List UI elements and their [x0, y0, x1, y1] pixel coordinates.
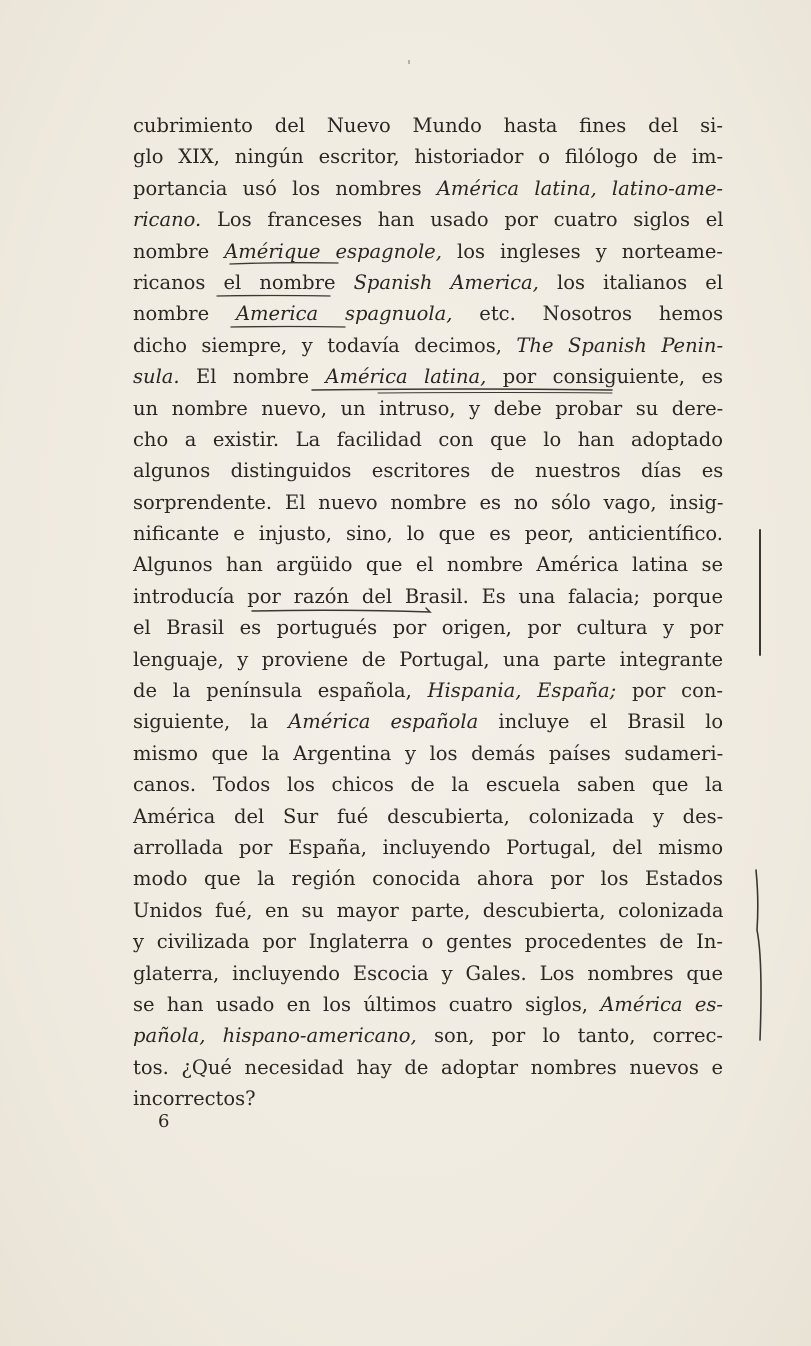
text-line — [133, 141, 723, 172]
text-line — [133, 706, 723, 737]
body-text — [133, 110, 723, 1115]
text-segment: nombre — [133, 302, 236, 326]
text-segment: nificante e injusto, sino, lo que es peor, anticientífico. — [133, 522, 723, 546]
text-segment: América del Sur fué descubierta, colonizada y des- — [133, 804, 724, 828]
text-segment: cho a existir. La facilidad con que lo han adoptado — [133, 427, 724, 451]
text-line — [133, 455, 723, 486]
text-line — [133, 204, 723, 235]
text-line — [133, 738, 723, 769]
italic-text: Hispania, España; — [427, 679, 617, 703]
text-segment: cubrimiento del Nuevo Mundo hasta fines del si- — [133, 114, 723, 137]
text-line — [133, 487, 723, 518]
text-segment: se han usado en los últimos cuatro siglos, — [133, 992, 601, 1016]
italic-text: América latina, latino-ame- — [436, 176, 723, 200]
text-line — [133, 612, 723, 643]
text-segment: modo que la región conocida ahora por los Estados — [133, 867, 723, 891]
text-segment: sorprendente. El nuevo nombre es no sólo vago, insig- — [133, 490, 724, 514]
text-line — [133, 173, 723, 204]
text-line — [133, 989, 723, 1020]
text-segment: glo XIX, ningún escritor, historiador o filólogo de im- — [133, 145, 724, 169]
text-line — [133, 330, 723, 361]
italic-text: Spanish America, — [353, 270, 539, 294]
text-line — [133, 1052, 723, 1083]
text-segment: dicho siempre, y todavía decimos, — [133, 333, 517, 357]
text-segment: ricanos el nombre — [133, 270, 354, 294]
italic-text: América es- — [600, 992, 723, 1016]
text-segment: Los franceses han usado por cuatro siglos el — [201, 208, 724, 232]
paper-speck — [408, 60, 410, 64]
text-segment: glaterra, incluyendo Escocia y Gales. Los nombres que — [133, 961, 723, 985]
text-segment: por consiguiente, es — [486, 365, 723, 389]
text-line — [133, 236, 723, 267]
text-segment: incorrectos? — [133, 1087, 256, 1111]
text-line — [133, 267, 723, 298]
italic-text: pañola, hispano-americano, — [133, 1024, 417, 1048]
text-line — [133, 549, 723, 580]
text-line — [133, 769, 723, 800]
text-segment: son, por lo tanto, correc- — [416, 1024, 723, 1048]
text-line — [133, 895, 723, 926]
text-segment: los ingleses y norteame- — [441, 239, 724, 263]
page-number: 6 — [158, 1111, 170, 1132]
text-line — [133, 958, 723, 989]
text-line — [133, 424, 723, 455]
text-segment: tos. ¿Qué necesidad hay de adoptar nombres nuevos e — [133, 1055, 723, 1079]
text-segment: arrollada por España, incluyendo Portugal, del mismo — [133, 835, 724, 859]
text-line — [133, 926, 723, 957]
text-segment: de la península española, — [133, 679, 428, 703]
text-line — [133, 518, 723, 549]
text-segment: canos. Todos los chicos de la escuela saben que la — [133, 773, 723, 797]
text-segment: el Brasil es portugués por origen, por cultura y por — [133, 616, 724, 640]
italic-text: Amérique espagnole, — [224, 239, 442, 263]
text-line — [133, 675, 723, 706]
text-line — [133, 832, 723, 863]
text-line — [133, 644, 723, 675]
text-segment: portancia usó los nombres — [133, 176, 437, 200]
margin-line-lower — [756, 870, 761, 1040]
text-segment: por con- — [616, 679, 723, 703]
text-line — [133, 361, 723, 392]
italic-text: América española — [288, 710, 479, 734]
text-line — [133, 863, 723, 894]
text-segment: nombre — [133, 239, 225, 263]
text-segment: siguiente, la — [133, 710, 289, 734]
text-line — [133, 1020, 723, 1051]
text-line — [133, 1083, 723, 1114]
text-segment: algunos distinguidos escritores de nuestros días es — [133, 459, 724, 483]
text-segment: Unidos fué, en su mayor parte, descubierta, colonizada — [133, 898, 724, 922]
text-segment: Algunos han argüido que el nombre América latina se — [133, 553, 723, 577]
italic-text: sula. — [133, 365, 180, 389]
italic-text: America spagnuola, — [235, 302, 453, 326]
italic-text: The Spanish Penin- — [516, 333, 724, 357]
text-segment: El nombre — [179, 365, 326, 389]
text-line — [133, 298, 723, 329]
italic-text: ricano. — [133, 208, 202, 232]
text-segment: y civilizada por Inglaterra o gentes procedentes de In- — [133, 930, 723, 954]
text-line — [133, 581, 723, 612]
italic-text: América latina, — [325, 365, 487, 389]
text-segment: los italianos el — [538, 270, 723, 294]
text-segment: etc. Nosotros hemos — [452, 302, 724, 326]
text-segment: un nombre nuevo, un intruso, y debe probar su dere- — [133, 396, 724, 420]
text-segment: incluye el Brasil lo — [478, 710, 724, 734]
text-segment: introducía por razón del Brasil. Es una falacia; porque — [133, 584, 723, 608]
text-line — [133, 801, 723, 832]
text-line — [133, 393, 723, 424]
text-segment: lenguaje, y proviene de Portugal, una parte integrante — [133, 647, 724, 671]
text-line — [133, 110, 723, 141]
text-segment: mismo que la Argentina y los demás países sudameri- — [133, 741, 724, 765]
